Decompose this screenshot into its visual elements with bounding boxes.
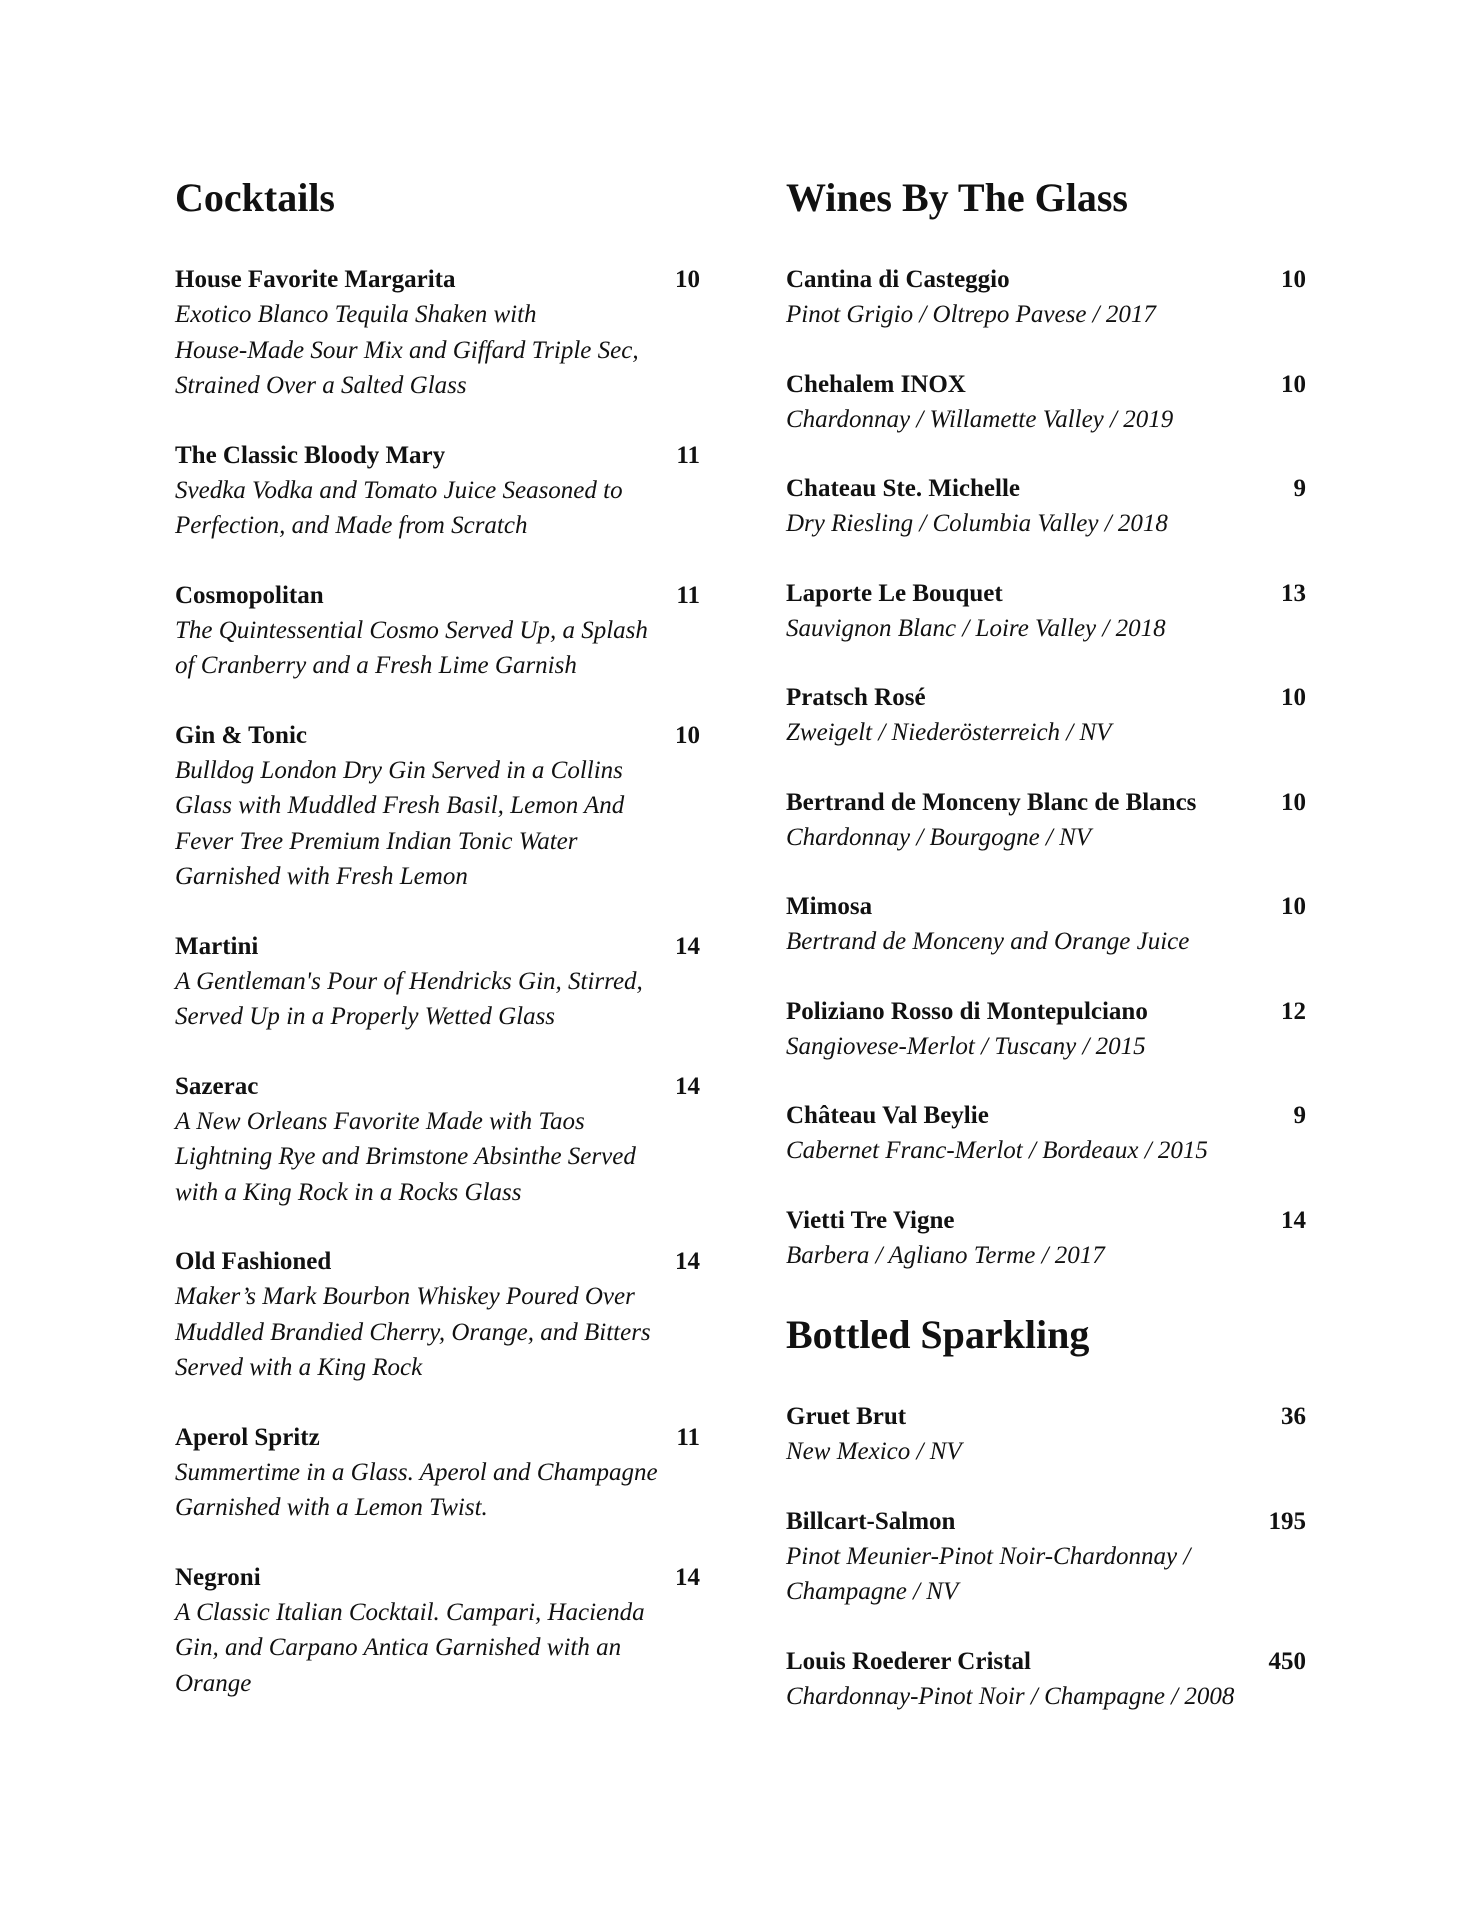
menu-item [786,680,1306,751]
wines-title: Wines By The Glass [786,175,1128,220]
item-name: Mimosa [786,893,873,920]
item-description-line: Chardonnay / Bourgogne / NV [786,823,1092,851]
item-description-line: Served Up in a Properly Wetted Glass [175,1003,556,1030]
item-description-line: Exotico Blanco Tequila Shaken with [175,301,537,328]
menu-item-header [786,367,1306,402]
menu-item [175,718,700,895]
item-description-line: Pinot Meunier-Pinot Noir-Chardonnay / [786,1542,1191,1570]
menu-item [786,1399,1306,1470]
menu-item [175,438,700,544]
item-price: 195 [1268,1507,1306,1535]
menu-item-header [175,929,700,964]
item-price: 450 [1268,1647,1306,1675]
menu-item-header [786,1644,1306,1679]
menu-item-header [786,1399,1306,1434]
menu-item-header [175,1420,700,1455]
item-name: Gruet Brut [786,1403,907,1430]
item-name: Chateau Ste. Michelle [786,475,1020,502]
item-name: House Favorite Margarita [175,266,456,293]
menu-item [786,889,1306,960]
menu-item-header [786,889,1306,924]
menu-item-header [786,262,1306,297]
item-description-line: Bertrand de Monceny and Orange Juice [786,928,1190,955]
menu-item [786,576,1306,647]
menu-item [786,471,1306,542]
menu-item [175,1244,700,1386]
item-price: 10 [675,721,700,749]
item-name: Chehalem INOX [786,370,966,398]
item-description-line: of Cranberry and a Fresh Lime Garnish [175,652,577,679]
menu-item-header [786,994,1306,1029]
item-price: 11 [676,441,700,469]
item-description-line: Bulldog London Dry Gin Served in a Collins [175,756,623,784]
menu-item [786,785,1306,856]
menu-item-header [175,262,700,297]
menu-item [786,367,1306,438]
item-description-line: Dry Riesling / Columbia Valley / 2018 [786,510,1168,537]
item-name: Pratsch Rosé [786,684,926,711]
menu-item [175,578,700,684]
item-name: Old Fashioned [175,1248,332,1275]
item-description-line: Chardonnay / Willamette Valley / 2019 [786,405,1174,433]
item-description-line: Garnished with Fresh Lemon [175,863,468,890]
item-description-line: A New Orleans Favorite Made with Taos [175,1107,585,1135]
menu-item-header [786,576,1306,611]
menu-item [786,1644,1306,1715]
item-description-line: Barbera / Agliano Terme / 2017 [786,1241,1105,1269]
cocktails-list [175,262,700,1701]
item-description-line: Zweigelt / Niederösterreich / NV [786,719,1112,746]
menu-item [175,929,700,1035]
item-price: 14 [675,1072,700,1100]
item-name: Aperol Spritz [175,1423,320,1451]
item-description-line: House-Made Sour Mix and Giffard Triple Sec, [175,336,639,364]
item-name: Billcart-Salmon [786,1507,956,1535]
item-name: Bertrand de Monceny Blanc de Blancs [786,788,1197,816]
item-name: Laporte Le Bouquet [786,579,1003,607]
item-price: 10 [1281,788,1306,816]
item-description-line: Svedka Vodka and Tomato Juice Seasoned to [175,476,623,504]
item-price: 10 [675,266,700,293]
item-description-line: Pinot Grigio / Oltrepo Pavese / 2017 [786,301,1156,328]
menu-item [786,994,1306,1065]
cocktails-column [175,170,700,1735]
item-description-line: Served with a King Rock [175,1354,423,1381]
item-name: Vietti Tre Vigne [786,1206,955,1234]
wines-list [786,262,1306,1273]
item-name: Sazerac [175,1072,259,1100]
menu-item [786,1504,1306,1610]
menu-item [175,262,700,404]
menu-item-header [786,1504,1306,1539]
item-description-line: Garnished with a Lemon Twist. [175,1494,488,1521]
menu-item [786,1098,1306,1169]
item-price: 12 [1281,997,1306,1025]
item-price: 36 [1281,1403,1306,1430]
item-price: 10 [1281,266,1306,293]
item-description-line: New Mexico / NV [786,1438,962,1465]
item-name: Louis Roederer Cristal [786,1647,1031,1675]
item-name: Poliziano Rosso di Montepulciano [786,997,1148,1025]
item-description-line: Chardonnay-Pinot Noir / Champagne / 2008 [786,1682,1235,1710]
item-description-line: Perfection, and Made from Scratch [175,512,528,539]
item-description-line: Champagne / NV [786,1578,959,1605]
item-price: 10 [1281,684,1306,711]
item-description-line: Sauvignon Blanc / Loire Valley / 2018 [786,614,1166,642]
menu-item-header [175,718,700,753]
item-description-line: with a King Rock in a Rocks Glass [175,1178,522,1206]
item-description-line: A Gentleman's Pour of Hendricks Gin, Stirred, [175,967,643,995]
menu-item [175,1560,700,1702]
menu-item-header [786,471,1306,506]
menu-item-header [175,578,700,613]
item-description-line: Muddled Brandied Cherry, Orange, and Bitters [175,1318,651,1346]
menu-item-header [786,680,1306,715]
menu-item-header [175,1244,700,1279]
sparkling-title: Bottled Sparkling [786,1312,1090,1357]
cocktails-title: Cocktails [175,175,335,220]
item-name: Cantina di Casteggio [786,266,1010,293]
item-name: The Classic Bloody Mary [175,441,446,469]
item-price: 11 [676,581,700,609]
item-description-line: Glass with Muddled Fresh Basil, Lemon And [175,792,625,819]
item-description-line: Gin, and Carpano Antica Garnished with an [175,1634,622,1661]
item-description-line: Summertime in a Glass. Aperol and Champagne [175,1458,658,1486]
menu-item-header [786,1098,1306,1133]
item-name: Cosmopolitan [175,581,324,609]
menu-item-header [175,1560,700,1595]
item-price: 14 [675,1248,700,1275]
menu-item-header [175,1069,700,1104]
item-description-line: Cabernet Franc-Merlot / Bordeaux / 2015 [786,1137,1208,1164]
menu-item-header [175,438,700,473]
item-description-line: Fever Tree Premium Indian Tonic Water [175,827,578,855]
item-price: 14 [1281,1206,1306,1234]
item-price: 9 [1293,475,1306,502]
item-description-line: Lightning Rye and Brimstone Absinthe Served [175,1143,636,1170]
menu-item-header [786,785,1306,820]
item-name: Martini [175,932,259,960]
item-description-line: Sangiovese-Merlot / Tuscany / 2015 [786,1032,1146,1060]
item-price: 9 [1293,1102,1306,1129]
item-price: 10 [1281,370,1306,398]
menu-item-header [786,1203,1306,1238]
item-name: Gin & Tonic [175,721,307,749]
menu-item [786,1203,1306,1274]
item-description-line: The Quintessential Cosmo Served Up, a Splash [175,616,648,644]
item-name: Negroni [175,1563,261,1591]
sparkling-list [786,1399,1306,1714]
item-price: 10 [1281,893,1306,920]
menu-item [175,1069,700,1211]
item-price: 14 [675,932,700,960]
item-description-line: Maker’s Mark Bourbon Whiskey Poured Over [175,1283,635,1310]
wines-column [786,170,1306,1748]
item-description-line: Orange [175,1669,252,1697]
item-description-line: A Classic Italian Cocktail. Campari, Hacienda [175,1598,645,1626]
menu-item [786,262,1306,333]
item-name: Château Val Beylie [786,1102,989,1129]
item-price: 13 [1281,579,1306,607]
menu-item [175,1420,700,1526]
item-price: 11 [676,1423,700,1451]
item-description-line: Strained Over a Salted Glass [175,372,467,399]
item-price: 14 [675,1563,700,1591]
